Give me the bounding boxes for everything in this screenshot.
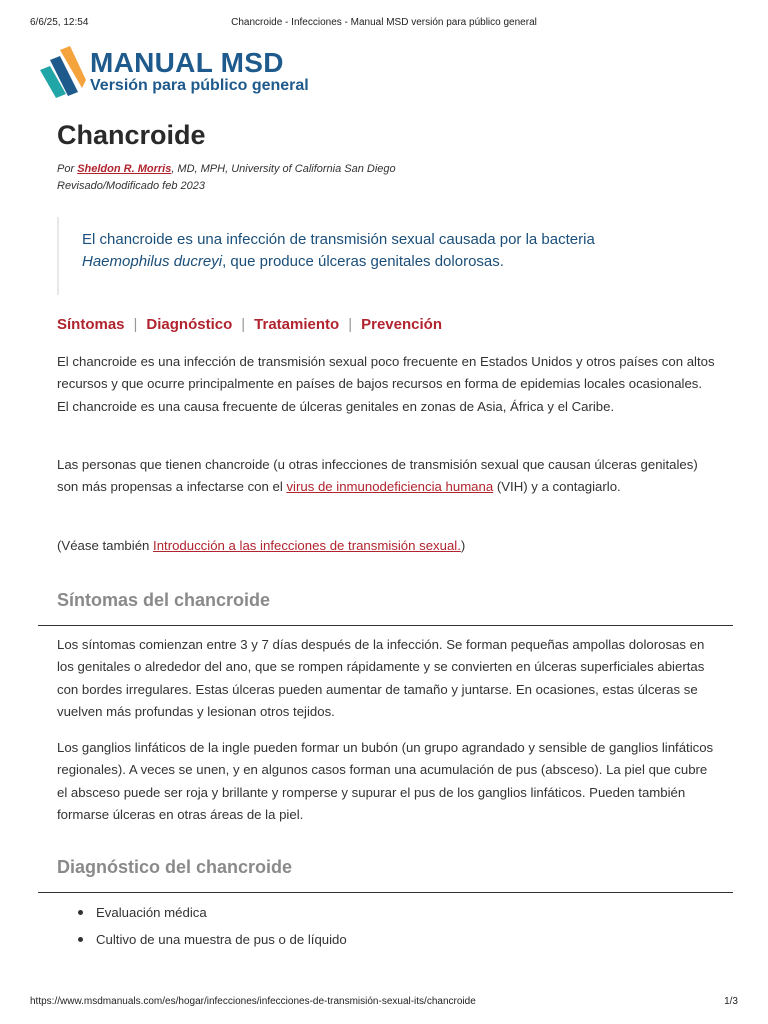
revised-date: Revisado/Modificado feb 2023: [57, 180, 205, 192]
author-credentials: , MD, MPH, University of California San Diego: [171, 163, 396, 175]
list-item: Evaluación médica: [78, 902, 347, 929]
intro-p2-text: Las personas que tienen chancroide (u otras infecciones de transmisión sexual que causan úlceras genitales) son más propensas a infectarse con el: [57, 457, 698, 495]
section-divider: [38, 625, 733, 626]
symptoms-heading: Síntomas del chancroide: [57, 590, 271, 610]
intro-paragraph-2: [57, 454, 717, 499]
page-title: Chancroide: [57, 120, 206, 150]
diagnosis-list: [78, 902, 347, 956]
logo-name: MANUAL MSD: [90, 47, 284, 78]
page-number: 1/3: [724, 996, 738, 1007]
print-page-title: Chancroide - Infecciones - Manual MSD versión para público general: [231, 17, 537, 28]
byline-prefix: Por: [57, 163, 75, 175]
intro-paragraph-1: El chancroide es una infección de transmisión sexual poco frecuente en Estados Unidos y otros países con altos recursos y que ocurre principalmente en países de bajos recursos en forma de epidemias locales ocasionales. El chancroide es una causa frecuente de úlceras genitales en zonas de Asia, África y el Caribe.: [57, 354, 715, 414]
intro-p2-text-end: (VIH) y a contagiarlo.: [493, 479, 621, 495]
print-datetime: 6/6/25, 12:54: [30, 17, 89, 28]
jump-link-prevencion[interactable]: Prevención: [361, 316, 442, 333]
site-logo[interactable]: [38, 46, 358, 102]
jump-link-sintomas[interactable]: Síntomas: [57, 316, 125, 333]
hiv-link[interactable]: virus de inmunodeficiencia humana: [286, 479, 494, 495]
see-also-text: (Véase también: [57, 538, 154, 553]
summary-text-1: El chancroide es una infección de transmisión sexual causada por la bacteria: [82, 231, 595, 248]
page-url: https://www.msdmanuals.com/es/hogar/infecciones/infecciones-de-transmisión-sexual-its/chancroide: [30, 996, 476, 1007]
see-also-text-end: ): [460, 538, 466, 553]
author-link[interactable]: Sheldon R. Morris: [77, 163, 172, 175]
symptoms-paragraph-1: Los síntomas comienzan entre 3 y 7 días después de la infección. Se forman pequeñas ampollas dolorosas en los genitales o alrededor del ano, que se rompen rápidamente y se convierten en úlceras superficiales abiertas con bordes irregulares. Estas úlceras pueden aumentar de tamaño y juntarse. En ocasiones, estas úlceras se vuelven más profundas y lesionan otros tejidos.: [57, 637, 705, 719]
msd-logo-icon: [38, 46, 86, 98]
byline: [57, 163, 396, 175]
summary-text-2: , que produce úlceras genitales dolorosas.: [222, 253, 504, 270]
see-also-paragraph: [57, 535, 717, 557]
list-item: Cultivo de una muestra de pus o de líquido: [78, 929, 347, 956]
symptoms-paragraph-2: Los ganglios linfáticos de la ingle pueden formar un bubón (un grupo agrandado y sensible de ganglios linfáticos regionales). A veces se unen, y en algunos casos forman una acumulación de pus (absceso). La piel que cubre el absceso puede ser roja y brillante y romperse y supurar el pus de los ganglios linfáticos. Pueden también formarse úlceras en otras áreas de la piel.: [57, 740, 714, 822]
jump-link-tratamiento[interactable]: Tratamiento: [254, 316, 340, 333]
jump-link-diagnostico[interactable]: Diagnóstico: [146, 316, 233, 333]
sti-intro-link[interactable]: Introducción a las infecciones de transmisión sexual.: [153, 538, 461, 553]
nav-separator: |: [348, 316, 353, 333]
nav-separator: |: [241, 316, 246, 333]
section-divider: [38, 892, 733, 893]
logo-subtitle: Versión para público general: [90, 77, 309, 94]
summary-italic: Haemophilus ducreyi: [82, 253, 223, 270]
print-header: [30, 17, 738, 31]
nav-separator: |: [133, 316, 138, 333]
diagnosis-heading: Diagnóstico del chancroide: [57, 857, 293, 877]
section-jump-nav: [57, 316, 442, 333]
summary-callout: [57, 217, 717, 295]
print-footer: [30, 996, 738, 1010]
